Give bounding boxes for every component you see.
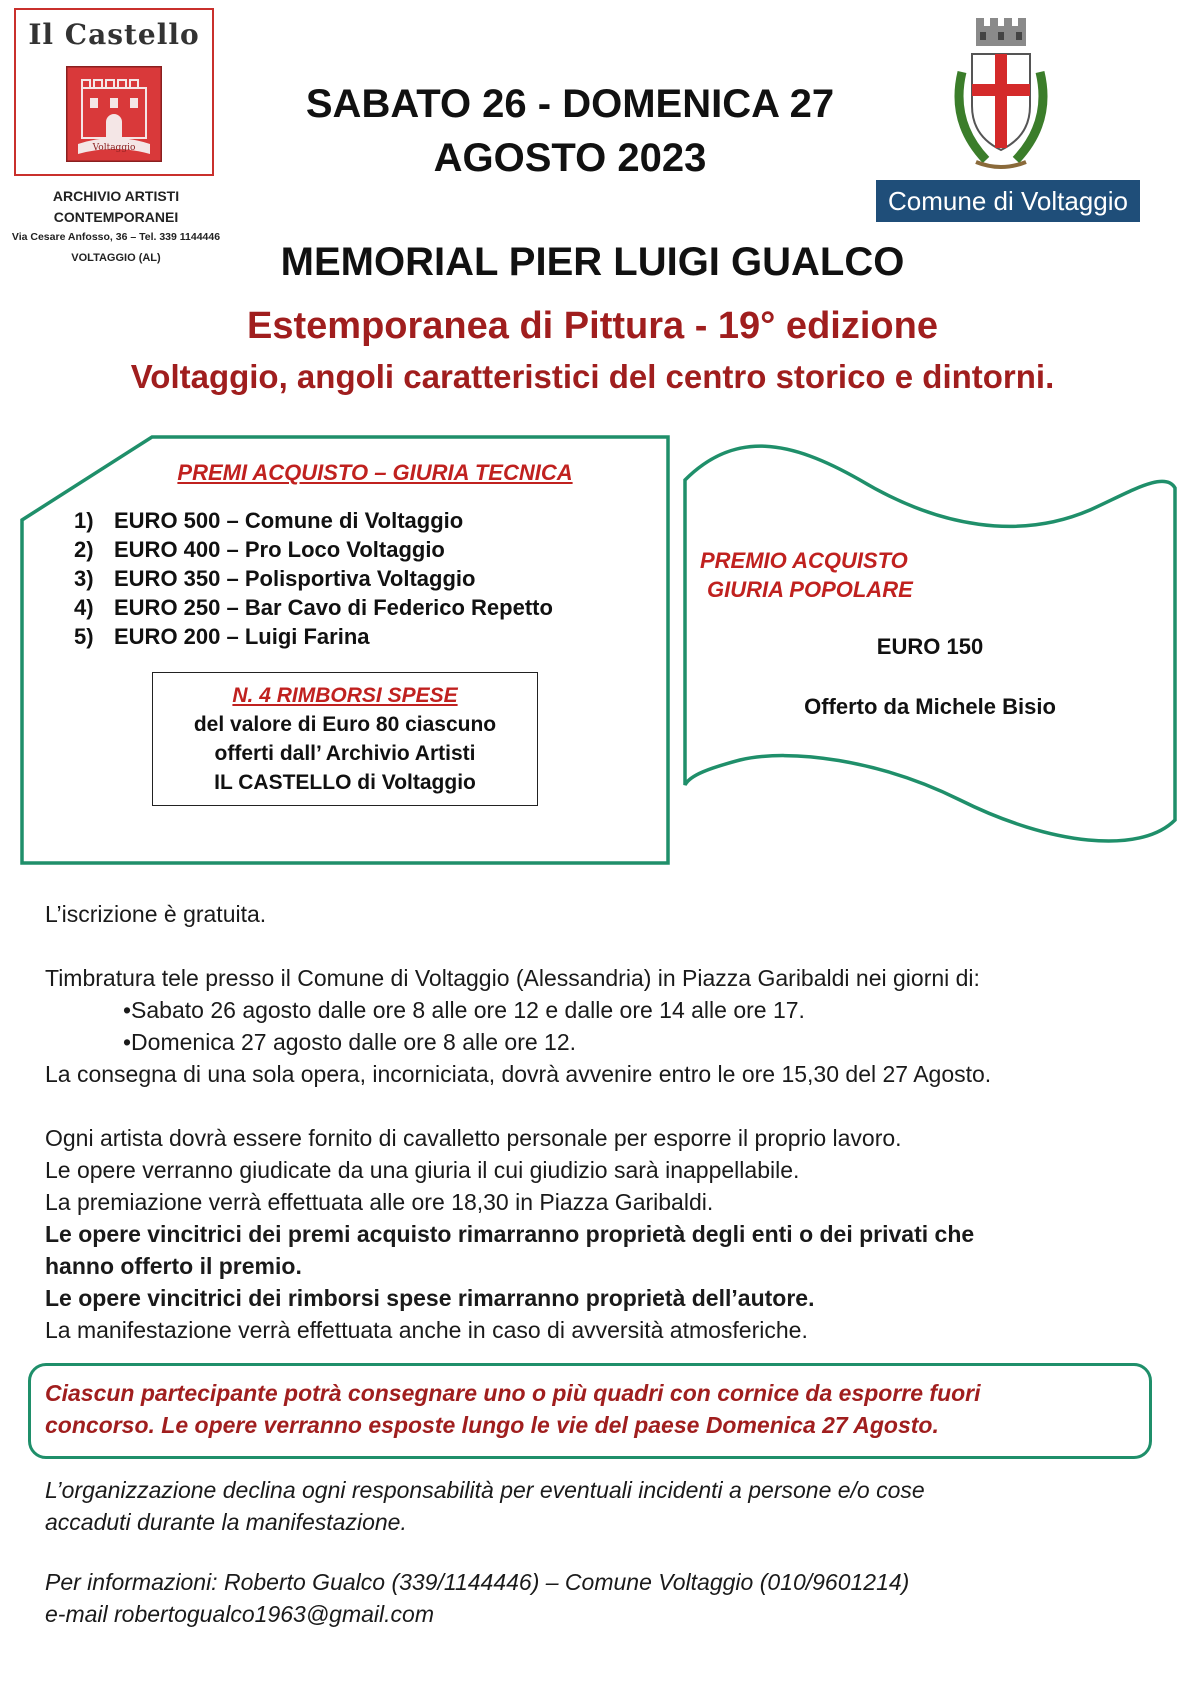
popular-prize-heading: PREMIO ACQUISTO GIURIA POPOLARE — [700, 548, 913, 602]
org-name-line2: CONTEMPORANEI — [53, 209, 179, 225]
contact-info: Per informazioni: Roberto Gualco (339/1144446) – Comune Voltaggio (010/9601214) — [45, 1569, 910, 1595]
rules-paragraph: La manifestazione verrà effettuata anche in caso di avversità atmosferiche. — [45, 1317, 808, 1343]
logo-title: Il Castello — [28, 18, 200, 51]
rules-paragraph: L’iscrizione è gratuita. — [45, 901, 267, 927]
rules-paragraph: Le opere verranno giudicate da una giuria il cui giudizio sarà inappellabile. — [45, 1157, 800, 1183]
rules-paragraph: Le opere vincitrici dei rimborsi spese rimarranno proprietà dell’autore. — [45, 1285, 815, 1311]
org-city: VOLTAGGIO (AL) — [71, 252, 161, 264]
prize-item: 5) EURO 200 – Luigi Farina — [74, 624, 370, 649]
schedule-item: •Domenica 27 agosto dalle ore 8 alle ore 12. — [123, 1029, 577, 1055]
notice-text: Ciascun partecipante potrà consegnare uno o più quadri con cornice da esporre fuori concorso. Le opere verranno esposte lungo le vie del paese Domenica 27 Agosto. — [45, 1380, 981, 1438]
rules-paragraph: La consegna di una sola opera, incorniciata, dovrà avvenire entro le ore 15,30 del 27 Agosto. — [45, 1061, 992, 1087]
prize-item: 4) EURO 250 – Bar Cavo di Federico Repetto — [74, 595, 553, 620]
popular-prize-sponsor: Offerto da Michele Bisio — [804, 694, 1056, 719]
prize-item: 2) EURO 400 – Pro Loco Voltaggio — [74, 537, 445, 562]
castle-icon — [66, 66, 162, 162]
coat-of-arms-icon — [946, 12, 1056, 182]
reimbursements-line: del valore di Euro 80 ciascuno — [193, 713, 497, 736]
disclaimer: L’organizzazione declina ogni responsabilità per eventuali incidenti a persone e/o cose — [45, 1477, 925, 1503]
footer — [45, 1474, 1165, 1630]
org-name-line1: ARCHIVIO ARTISTI — [52, 188, 180, 204]
rules-paragraph: Le opere vincitrici dei premi acquisto rimarranno proprietà degli enti o dei privati che — [45, 1221, 975, 1247]
event-dates: SABATO 26 - DOMENICA 27 — [305, 82, 835, 126]
comune-label: Comune di Voltaggio — [876, 180, 1140, 222]
logo-caption: Voltaggio — [92, 143, 136, 153]
prize-item: 3) EURO 350 – Polisportiva Voltaggio — [74, 566, 476, 591]
rules-text — [45, 898, 1165, 1346]
event-location: Voltaggio, angoli caratteristici del centro storico e dintorni. — [130, 358, 1055, 395]
tech-prize-list — [74, 506, 553, 651]
il-castello-logo — [14, 8, 214, 176]
tech-prizes-heading: PREMI ACQUISTO – GIURIA TECNICA — [177, 460, 573, 485]
reimbursements-line: offerti dall’ Archivio Artisti — [214, 742, 476, 765]
rules-paragraph: Ogni artista dovrà essere fornito di cavalletto personale per esporre il proprio lavoro. — [45, 1125, 902, 1151]
schedule-item: •Sabato 26 agosto dalle ore 8 alle ore 12 e dalle ore 14 alle ore 17. — [123, 997, 805, 1023]
reimbursements-line: IL CASTELLO di Voltaggio — [214, 771, 476, 794]
prize-item: 1) EURO 500 – Comune di Voltaggio — [74, 508, 464, 533]
reimbursements-heading: N. 4 RIMBORSI SPESE — [232, 684, 458, 707]
disclaimer: accaduti durante la manifestazione. — [45, 1509, 407, 1535]
popular-prize-amount: EURO 150 — [876, 634, 984, 659]
memorial-title: MEMORIAL PIER LUIGI GUALCO — [280, 240, 905, 284]
event-subtitle: Estemporanea di Pittura - 19° edizione — [247, 305, 938, 347]
contact-email: e-mail robertogualco1963@gmail.com — [45, 1601, 434, 1627]
rules-paragraph: La premiazione verrà effettuata alle ore 18,30 in Piazza Garibaldi. — [45, 1189, 714, 1215]
rules-paragraph: Timbratura tele presso il Comune di Voltaggio (Alessandria) in Piazza Garibaldi nei giorni di: — [45, 965, 980, 991]
event-month-year: AGOSTO 2023 — [433, 136, 707, 180]
rules-paragraph: hanno offerto il premio. — [45, 1253, 302, 1279]
org-address: Via Cesare Anfosso, 36 – Tel. 339 1144446 — [11, 231, 221, 243]
reimbursements-box — [152, 672, 538, 806]
